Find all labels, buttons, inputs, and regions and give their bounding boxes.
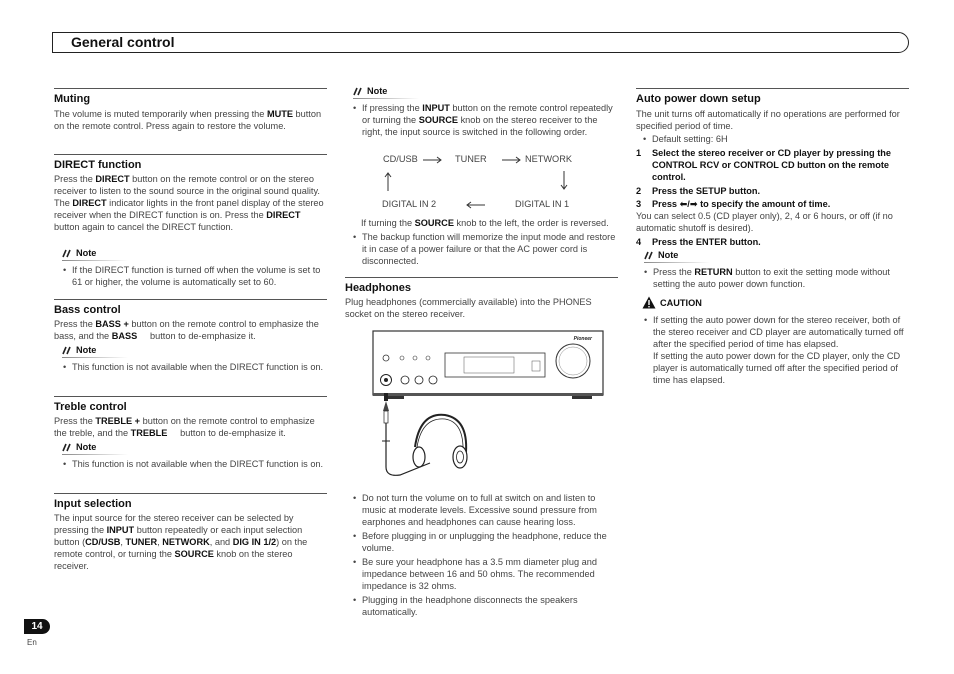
list-item: • This function is not available when the DIRECT function is on.	[62, 458, 327, 470]
list-item: • If setting the auto power down for the stereo receiver, both of the stereo receiver and CD player are automatically turned off after the specified period of time has elapsed. If setting the auto power down for the CD player, only the CD player is automatically turned off after the specified period of time has elapsed.	[643, 314, 909, 386]
pencil-icon	[62, 346, 72, 355]
muting-heading: Muting	[54, 88, 327, 105]
arrow-right-icon	[423, 156, 443, 164]
treble-text: Press the TREBLE + button on the remote control to emphasize the treble, and the TREBLE button to de-emphasize it.	[54, 416, 315, 438]
note-divider	[644, 262, 710, 263]
input-note-label: Note	[353, 86, 387, 96]
bass-note-list	[62, 361, 327, 375]
headphones-heading: Headphones	[345, 277, 618, 294]
list-item: • Before plugging in or unplugging the headphone, reduce the volume.	[352, 530, 618, 554]
diagram-tuner: TUNER	[455, 154, 487, 164]
note-divider	[62, 454, 128, 455]
diagram-digital-in-2: DIGITAL IN 2	[382, 199, 437, 209]
bass-text: Press the BASS + button on the remote control to emphasize the bass, and the BASS button to de-emphasize it.	[54, 319, 319, 341]
section-title: General control	[71, 34, 175, 50]
receiver-headphones-illustration	[360, 327, 620, 482]
note-divider	[353, 98, 419, 99]
auto-power-down-heading: Auto power down setup	[636, 88, 909, 105]
input-note-list	[352, 102, 618, 140]
list-item: • This function is not available when the DIRECT function is on.	[62, 361, 327, 373]
step-3: 3 Press ⬅/➡ to specify the amount of time.	[636, 199, 831, 209]
backup-note-list	[352, 231, 618, 269]
diagram-digital-in-1: DIGITAL IN 1	[515, 199, 570, 209]
receiver-brand-logo: Pioneer	[573, 336, 592, 342]
auto-power-down-intro: The unit turns off automatically if no operations are performed for specified period of time.	[636, 109, 900, 131]
direct-heading: DIRECT function	[54, 154, 327, 171]
list-item: • Default setting: 6H	[642, 133, 909, 145]
list-item: • If pressing the INPUT button on the remote control repeatedly or turning the SOURCE knob on the stereo receiver to the right, the input source is switched in the following order.	[352, 102, 618, 138]
caution-label: CAUTION	[642, 296, 702, 309]
auto-power-note-list	[643, 266, 909, 292]
arrow-down-icon	[560, 171, 568, 191]
arrow-up-icon	[384, 171, 392, 191]
input-selection-text: The input source for the stereo receiver can be selected by pressing the INPUT button repeatedly or each input selection button (CD/USB, TUNER, NETWORK, and DIG IN 1/2) on the remote control, or turning the SOURCE knob on the stereo receiver.	[54, 513, 308, 571]
list-item: • The backup function will memorize the input mode and restore it in case of a power failure or that the AC power cord is disconnected.	[352, 231, 618, 267]
diagram-cdusb: CD/USB	[383, 154, 418, 164]
treble-note-list	[62, 458, 327, 472]
bass-note-label: Note	[62, 345, 96, 355]
step-2: 2 Press the SETUP button.	[636, 186, 761, 196]
step-4: 4 Press the ENTER button.	[636, 237, 761, 247]
bass-heading: Bass control	[54, 299, 327, 316]
default-setting-list	[642, 133, 909, 147]
pencil-icon	[644, 251, 654, 260]
note-divider	[62, 357, 128, 358]
diagram-network: NETWORK	[525, 154, 572, 164]
source-reverse-text: If turning the SOURCE knob to the left, the order is reversed.	[361, 218, 609, 228]
list-item: • Do not turn the volume on to full at switch on and listen to music at moderate levels. Excessive sound pressure from earphones and headphones can cause hearing loss.	[352, 492, 618, 528]
auto-power-note-label: Note	[644, 250, 678, 260]
step-1: 1 Select the stereo receiver or CD player by pressing the CONTROL RCV or CONTROL CD button on the remote control.	[636, 148, 891, 182]
direct-note-label: Note	[62, 248, 96, 258]
headphone-precautions-list	[352, 492, 618, 620]
direct-note-list	[62, 264, 327, 290]
input-selection-heading: Input selection	[54, 493, 327, 510]
time-options-text: You can select 0.5 (CD player only), 2, 4 or 6 hours, or off (if no automatic shutoff is desired).	[636, 211, 893, 233]
warning-icon	[642, 296, 656, 309]
section-header-bar	[52, 32, 909, 53]
treble-note-label: Note	[62, 442, 96, 452]
note-divider	[62, 260, 128, 261]
pencil-icon	[62, 249, 72, 258]
list-item: • Press the RETURN button to exit the setting mode without setting the auto power down function.	[643, 266, 909, 290]
headphones-text: Plug headphones (commercially available) into the PHONES socket on the stereo receiver.	[345, 297, 592, 319]
muting-text: The volume is muted temporarily when pressing the MUTE button on the remote control. Press again to restore the volume.	[54, 109, 322, 131]
arrow-right-icon	[502, 156, 522, 164]
treble-heading: Treble control	[54, 396, 327, 413]
list-item: • If the DIRECT function is turned off when the volume is set to 61 or higher, the volume is automatically set to 60.	[62, 264, 327, 288]
pencil-icon	[62, 443, 72, 452]
page-number: 14	[24, 619, 50, 634]
arrow-left-icon	[465, 201, 485, 209]
list-item: • Plugging in the headphone disconnects the speakers automatically.	[352, 594, 618, 618]
list-item: • Be sure your headphone has a 3.5 mm diameter plug and impedance between 16 and 50 ohms. The recommended impedance is 32 ohms.	[352, 556, 618, 592]
pencil-icon	[353, 87, 363, 96]
caution-list	[643, 314, 909, 388]
direct-text: Press the DIRECT button on the remote control or on the stereo receiver to listen to the sound source in the original sound quality. The DIRECT indicator lights in the front panel display of the stereo receiver when the DIRECT function is on. Press the DIRECT button again to cancel the DIRECT function.	[54, 174, 324, 232]
page-language: En	[27, 638, 37, 647]
